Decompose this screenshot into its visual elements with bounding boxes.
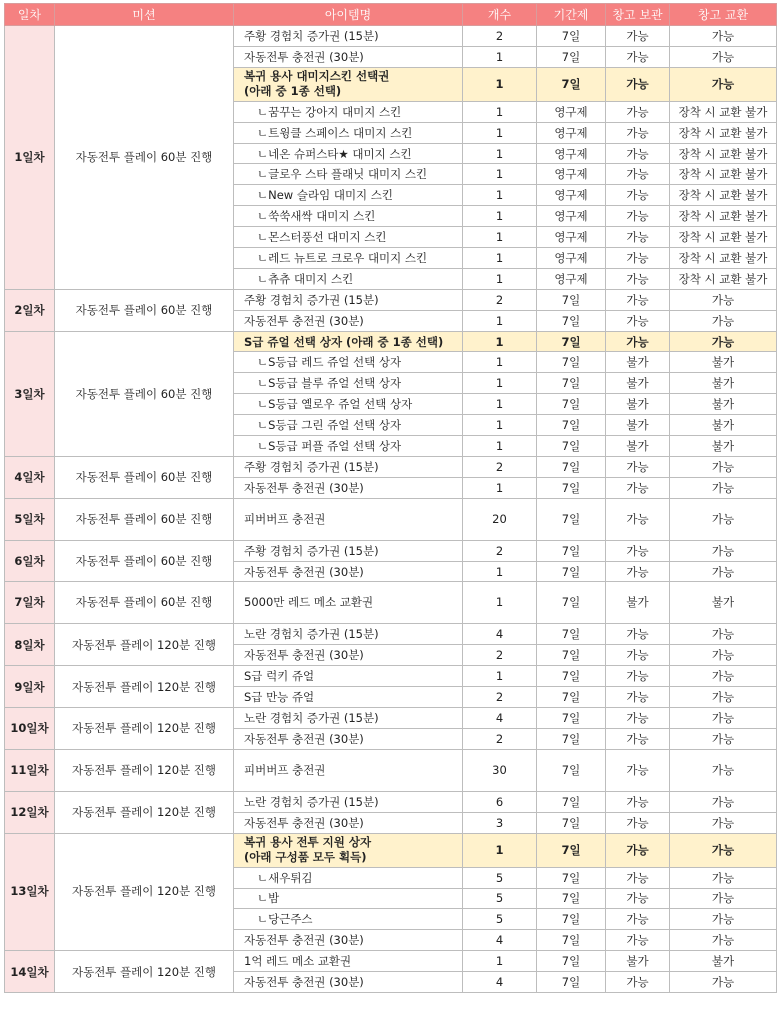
item-name-cell: S급 럭키 쥬얼 <box>234 666 463 687</box>
period-cell: 7일 <box>537 749 606 791</box>
day-cell: 8일차 <box>5 624 55 666</box>
exchange-cell: 가능 <box>670 310 777 331</box>
period-cell: 영구제 <box>537 248 606 269</box>
header-mission: 미션 <box>55 4 234 26</box>
item-name-cell: 노란 경험치 증가권 (15분) <box>234 791 463 812</box>
storage-cell: 불가 <box>606 951 670 972</box>
mission-cell: 자동전투 플레이 60분 진행 <box>55 498 234 540</box>
item-name-cell: 복귀 용사 전투 지원 상자 (아래 구성품 모두 획득) <box>234 833 463 867</box>
count-cell: 20 <box>463 498 537 540</box>
storage-cell: 가능 <box>606 477 670 498</box>
mission-cell: 자동전투 플레이 120분 진행 <box>55 749 234 791</box>
item-name-cell: ㄴ꿈꾸는 강아지 대미지 스킨 <box>234 101 463 122</box>
period-cell: 7일 <box>537 812 606 833</box>
period-cell: 7일 <box>537 833 606 867</box>
exchange-cell: 가능 <box>670 972 777 993</box>
item-name-cell: 주황 경험치 증가권 (15분) <box>234 540 463 561</box>
count-cell: 2 <box>463 645 537 666</box>
count-cell: 1 <box>463 46 537 67</box>
period-cell: 영구제 <box>537 143 606 164</box>
storage-cell: 불가 <box>606 394 670 415</box>
count-cell: 4 <box>463 972 537 993</box>
item-name-cell: 주황 경험치 증가권 (15분) <box>234 26 463 47</box>
item-name-cell: 주황 경험치 증가권 (15분) <box>234 289 463 310</box>
storage-cell: 가능 <box>606 972 670 993</box>
exchange-cell: 가능 <box>670 26 777 47</box>
period-cell: 영구제 <box>537 164 606 185</box>
period-cell: 영구제 <box>537 268 606 289</box>
count-cell: 1 <box>463 143 537 164</box>
table-row <box>5 624 777 645</box>
mission-cell: 자동전투 플레이 60분 진행 <box>55 26 234 290</box>
storage-cell: 가능 <box>606 833 670 867</box>
period-cell: 7일 <box>537 645 606 666</box>
storage-cell: 가능 <box>606 185 670 206</box>
item-name-cell: 노란 경험치 증가권 (15분) <box>234 708 463 729</box>
item-name-cell: 자동전투 충전권 (30분) <box>234 477 463 498</box>
item-name-cell: ㄴ몬스터풍선 대미지 스킨 <box>234 227 463 248</box>
item-name-cell: 1억 레드 메소 교환권 <box>234 951 463 972</box>
period-cell: 7일 <box>537 436 606 457</box>
mission-cell: 자동전투 플레이 120분 진행 <box>55 708 234 750</box>
table-row <box>5 456 777 477</box>
count-cell: 1 <box>463 436 537 457</box>
item-name-cell: ㄴ쑥쑥새싹 대미지 스킨 <box>234 206 463 227</box>
period-cell: 7일 <box>537 331 606 352</box>
exchange-cell: 불가 <box>670 352 777 373</box>
storage-cell: 가능 <box>606 67 670 101</box>
exchange-cell: 장착 시 교환 불가 <box>670 268 777 289</box>
exchange-cell: 가능 <box>670 909 777 930</box>
day-cell: 2일차 <box>5 289 55 331</box>
table-row <box>5 540 777 561</box>
mission-cell: 자동전투 플레이 120분 진행 <box>55 791 234 833</box>
storage-cell: 가능 <box>606 268 670 289</box>
count-cell: 2 <box>463 289 537 310</box>
item-name-cell: 자동전투 충전권 (30분) <box>234 310 463 331</box>
count-cell: 1 <box>463 101 537 122</box>
mission-cell: 자동전투 플레이 60분 진행 <box>55 582 234 624</box>
count-cell: 1 <box>463 310 537 331</box>
storage-cell: 가능 <box>606 749 670 791</box>
storage-cell: 가능 <box>606 26 670 47</box>
item-name-cell: 5000만 레드 메소 교환권 <box>234 582 463 624</box>
exchange-cell: 가능 <box>670 540 777 561</box>
period-cell: 7일 <box>537 456 606 477</box>
storage-cell: 가능 <box>606 540 670 561</box>
period-cell: 영구제 <box>537 101 606 122</box>
table-row <box>5 833 777 867</box>
period-cell: 7일 <box>537 582 606 624</box>
table-row <box>5 951 777 972</box>
storage-cell: 불가 <box>606 582 670 624</box>
exchange-cell: 장착 시 교환 불가 <box>670 101 777 122</box>
exchange-cell: 가능 <box>670 867 777 888</box>
table-row <box>5 708 777 729</box>
exchange-cell: 가능 <box>670 812 777 833</box>
item-name-cell: ㄴNew 슬라임 대미지 스킨 <box>234 185 463 206</box>
count-cell: 1 <box>463 352 537 373</box>
mission-cell: 자동전투 플레이 120분 진행 <box>55 951 234 993</box>
day-cell: 11일차 <box>5 749 55 791</box>
period-cell: 7일 <box>537 972 606 993</box>
count-cell: 1 <box>463 185 537 206</box>
exchange-cell: 가능 <box>670 624 777 645</box>
exchange-cell: 가능 <box>670 791 777 812</box>
item-name-cell: ㄴS등급 그린 쥬얼 선택 상자 <box>234 415 463 436</box>
exchange-cell: 장착 시 교환 불가 <box>670 122 777 143</box>
period-cell: 7일 <box>537 540 606 561</box>
storage-cell: 가능 <box>606 867 670 888</box>
count-cell: 1 <box>463 415 537 436</box>
header-day: 일차 <box>5 4 55 26</box>
storage-cell: 가능 <box>606 143 670 164</box>
count-cell: 4 <box>463 708 537 729</box>
storage-cell: 가능 <box>606 456 670 477</box>
mission-cell: 자동전투 플레이 60분 진행 <box>55 331 234 456</box>
count-cell: 2 <box>463 540 537 561</box>
header-item-name: 아이템명 <box>234 4 463 26</box>
mission-cell: 자동전투 플레이 60분 진행 <box>55 540 234 582</box>
count-cell: 2 <box>463 26 537 47</box>
item-name-cell: ㄴ밤 <box>234 888 463 909</box>
count-cell: 30 <box>463 749 537 791</box>
exchange-cell: 가능 <box>670 456 777 477</box>
storage-cell: 가능 <box>606 624 670 645</box>
item-name-cell: S급 쥬얼 선택 상자 (아래 중 1종 선택) <box>234 331 463 352</box>
storage-cell: 가능 <box>606 101 670 122</box>
exchange-cell: 가능 <box>670 687 777 708</box>
exchange-cell: 가능 <box>670 833 777 867</box>
count-cell: 1 <box>463 122 537 143</box>
item-name-cell: 자동전투 충전권 (30분) <box>234 930 463 951</box>
count-cell: 1 <box>463 951 537 972</box>
period-cell: 영구제 <box>537 122 606 143</box>
storage-cell: 가능 <box>606 331 670 352</box>
exchange-cell: 불가 <box>670 582 777 624</box>
storage-cell: 불가 <box>606 436 670 457</box>
exchange-cell: 가능 <box>670 67 777 101</box>
count-cell: 1 <box>463 477 537 498</box>
table-row <box>5 749 777 791</box>
mission-cell: 자동전투 플레이 120분 진행 <box>55 666 234 708</box>
item-name-cell: ㄴS등급 퍼플 쥬얼 선택 상자 <box>234 436 463 457</box>
period-cell: 7일 <box>537 394 606 415</box>
item-name-cell: ㄴ네온 슈퍼스타★ 대미지 스킨 <box>234 143 463 164</box>
storage-cell: 가능 <box>606 645 670 666</box>
exchange-cell: 가능 <box>670 289 777 310</box>
table-row <box>5 791 777 812</box>
storage-cell: 가능 <box>606 888 670 909</box>
exchange-cell: 가능 <box>670 331 777 352</box>
day-cell: 9일차 <box>5 666 55 708</box>
storage-cell: 가능 <box>606 164 670 185</box>
count-cell: 4 <box>463 624 537 645</box>
exchange-cell: 가능 <box>670 666 777 687</box>
header-exchange: 창고 교환 <box>670 4 777 26</box>
item-name-cell: ㄴ당근주스 <box>234 909 463 930</box>
exchange-cell: 가능 <box>670 708 777 729</box>
day-cell: 5일차 <box>5 498 55 540</box>
exchange-cell: 가능 <box>670 930 777 951</box>
count-cell: 1 <box>463 373 537 394</box>
exchange-cell: 가능 <box>670 888 777 909</box>
exchange-cell: 불가 <box>670 951 777 972</box>
period-cell: 7일 <box>537 477 606 498</box>
storage-cell: 가능 <box>606 498 670 540</box>
item-name-cell: ㄴ새우튀김 <box>234 867 463 888</box>
table-body <box>5 26 777 993</box>
table-row <box>5 331 777 352</box>
period-cell: 7일 <box>537 791 606 812</box>
count-cell: 4 <box>463 930 537 951</box>
count-cell: 5 <box>463 909 537 930</box>
period-cell: 7일 <box>537 352 606 373</box>
table-row <box>5 666 777 687</box>
item-name-cell: ㄴ레드 뉴트로 크로우 대미지 스킨 <box>234 248 463 269</box>
count-cell: 1 <box>463 394 537 415</box>
count-cell: 3 <box>463 812 537 833</box>
period-cell: 영구제 <box>537 227 606 248</box>
storage-cell: 가능 <box>606 728 670 749</box>
exchange-cell: 장착 시 교환 불가 <box>670 206 777 227</box>
table-header-row <box>5 4 777 26</box>
day-cell: 6일차 <box>5 540 55 582</box>
item-name-cell: ㄴ글로우 스타 플래닛 대미지 스킨 <box>234 164 463 185</box>
period-cell: 7일 <box>537 951 606 972</box>
table-row <box>5 498 777 540</box>
day-cell: 13일차 <box>5 833 55 951</box>
count-cell: 2 <box>463 687 537 708</box>
header-storage: 창고 보관 <box>606 4 670 26</box>
storage-cell: 가능 <box>606 909 670 930</box>
storage-cell: 가능 <box>606 666 670 687</box>
period-cell: 7일 <box>537 888 606 909</box>
exchange-cell: 불가 <box>670 436 777 457</box>
day-cell: 12일차 <box>5 791 55 833</box>
exchange-cell: 가능 <box>670 749 777 791</box>
day-cell: 10일차 <box>5 708 55 750</box>
item-name-cell: 피버버프 충전권 <box>234 749 463 791</box>
table-row <box>5 26 777 47</box>
exchange-cell: 장착 시 교환 불가 <box>670 185 777 206</box>
item-name-cell: 복귀 용사 대미지스킨 선택권 (아래 중 1종 선택) <box>234 67 463 101</box>
period-cell: 영구제 <box>537 206 606 227</box>
count-cell: 1 <box>463 833 537 867</box>
item-name-cell: S급 만능 쥬얼 <box>234 687 463 708</box>
storage-cell: 가능 <box>606 687 670 708</box>
storage-cell: 가능 <box>606 248 670 269</box>
reward-table <box>4 3 777 993</box>
storage-cell: 가능 <box>606 310 670 331</box>
period-cell: 7일 <box>537 867 606 888</box>
item-name-cell: ㄴS등급 블루 쥬얼 선택 상자 <box>234 373 463 394</box>
item-name-cell: ㄴ트윙클 스페이스 대미지 스킨 <box>234 122 463 143</box>
exchange-cell: 가능 <box>670 645 777 666</box>
exchange-cell: 불가 <box>670 373 777 394</box>
exchange-cell: 가능 <box>670 477 777 498</box>
storage-cell: 가능 <box>606 812 670 833</box>
item-name-cell: 자동전투 충전권 (30분) <box>234 561 463 582</box>
period-cell: 7일 <box>537 67 606 101</box>
exchange-cell: 가능 <box>670 728 777 749</box>
item-name-cell: 자동전투 충전권 (30분) <box>234 46 463 67</box>
period-cell: 7일 <box>537 310 606 331</box>
count-cell: 1 <box>463 206 537 227</box>
storage-cell: 가능 <box>606 708 670 729</box>
storage-cell: 불가 <box>606 373 670 394</box>
storage-cell: 가능 <box>606 289 670 310</box>
item-name-cell: 자동전투 충전권 (30분) <box>234 645 463 666</box>
storage-cell: 불가 <box>606 352 670 373</box>
exchange-cell: 불가 <box>670 415 777 436</box>
storage-cell: 가능 <box>606 561 670 582</box>
period-cell: 7일 <box>537 687 606 708</box>
count-cell: 1 <box>463 561 537 582</box>
item-name-cell: 주황 경험치 증가권 (15분) <box>234 456 463 477</box>
day-cell: 7일차 <box>5 582 55 624</box>
exchange-cell: 가능 <box>670 561 777 582</box>
storage-cell: 가능 <box>606 930 670 951</box>
count-cell: 2 <box>463 456 537 477</box>
period-cell: 7일 <box>537 46 606 67</box>
count-cell: 1 <box>463 67 537 101</box>
day-cell: 1일차 <box>5 26 55 290</box>
count-cell: 5 <box>463 888 537 909</box>
count-cell: 1 <box>463 331 537 352</box>
mission-cell: 자동전투 플레이 120분 진행 <box>55 833 234 951</box>
exchange-cell: 장착 시 교환 불가 <box>670 143 777 164</box>
count-cell: 6 <box>463 791 537 812</box>
storage-cell: 가능 <box>606 206 670 227</box>
item-name-cell: ㄴS등급 레드 쥬얼 선택 상자 <box>234 352 463 373</box>
count-cell: 1 <box>463 268 537 289</box>
period-cell: 7일 <box>537 624 606 645</box>
exchange-cell: 불가 <box>670 394 777 415</box>
period-cell: 7일 <box>537 289 606 310</box>
day-cell: 14일차 <box>5 951 55 993</box>
count-cell: 1 <box>463 666 537 687</box>
period-cell: 영구제 <box>537 185 606 206</box>
mission-cell: 자동전투 플레이 60분 진행 <box>55 289 234 331</box>
period-cell: 7일 <box>537 666 606 687</box>
count-cell: 2 <box>463 728 537 749</box>
table-row <box>5 582 777 624</box>
count-cell: 1 <box>463 164 537 185</box>
day-cell: 3일차 <box>5 331 55 456</box>
period-cell: 7일 <box>537 561 606 582</box>
storage-cell: 불가 <box>606 415 670 436</box>
item-name-cell: ㄴ츄츄 대미지 스킨 <box>234 268 463 289</box>
header-period: 기간제 <box>537 4 606 26</box>
period-cell: 7일 <box>537 708 606 729</box>
exchange-cell: 가능 <box>670 46 777 67</box>
count-cell: 1 <box>463 582 537 624</box>
period-cell: 7일 <box>537 728 606 749</box>
exchange-cell: 장착 시 교환 불가 <box>670 248 777 269</box>
exchange-cell: 장착 시 교환 불가 <box>670 227 777 248</box>
count-cell: 1 <box>463 227 537 248</box>
day-cell: 4일차 <box>5 456 55 498</box>
item-name-cell: 자동전투 충전권 (30분) <box>234 972 463 993</box>
item-name-cell: 피버버프 충전권 <box>234 498 463 540</box>
count-cell: 1 <box>463 248 537 269</box>
storage-cell: 가능 <box>606 227 670 248</box>
exchange-cell: 장착 시 교환 불가 <box>670 164 777 185</box>
period-cell: 7일 <box>537 373 606 394</box>
storage-cell: 가능 <box>606 46 670 67</box>
exchange-cell: 가능 <box>670 498 777 540</box>
header-count: 개수 <box>463 4 537 26</box>
period-cell: 7일 <box>537 909 606 930</box>
item-name-cell: 노란 경험치 증가권 (15분) <box>234 624 463 645</box>
period-cell: 7일 <box>537 498 606 540</box>
storage-cell: 가능 <box>606 122 670 143</box>
period-cell: 7일 <box>537 415 606 436</box>
item-name-cell: 자동전투 충전권 (30분) <box>234 812 463 833</box>
mission-cell: 자동전투 플레이 60분 진행 <box>55 456 234 498</box>
period-cell: 7일 <box>537 26 606 47</box>
period-cell: 7일 <box>537 930 606 951</box>
storage-cell: 가능 <box>606 791 670 812</box>
count-cell: 5 <box>463 867 537 888</box>
table-row <box>5 289 777 310</box>
item-name-cell: ㄴS등급 옐로우 쥬얼 선택 상자 <box>234 394 463 415</box>
item-name-cell: 자동전투 충전권 (30분) <box>234 728 463 749</box>
mission-cell: 자동전투 플레이 120분 진행 <box>55 624 234 666</box>
